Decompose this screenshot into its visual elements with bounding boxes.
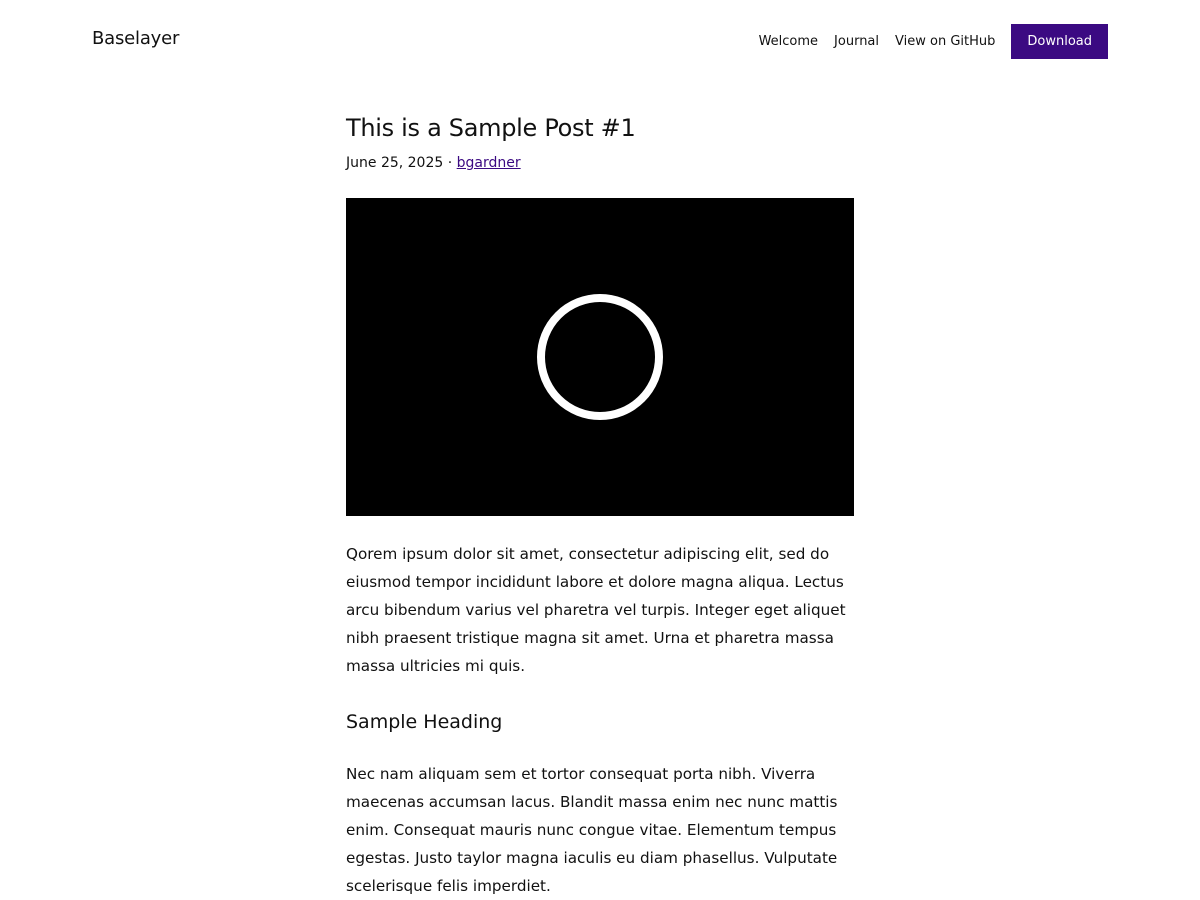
post-title: This is a Sample Post #1 bbox=[346, 114, 636, 142]
nav-journal-link[interactable]: Journal bbox=[834, 34, 880, 49]
featured-image bbox=[346, 198, 854, 516]
download-button[interactable]: Download bbox=[1011, 24, 1108, 59]
section-heading: Sample Heading bbox=[346, 711, 503, 733]
nav-github-link[interactable]: View on GitHub bbox=[895, 34, 996, 49]
post-main bbox=[346, 112, 854, 900]
post-content bbox=[346, 540, 854, 900]
circle-ring-icon bbox=[346, 198, 854, 516]
post-paragraph-2: Nec nam aliquam sem et tortor consequat porta nibh. Viverra maecenas accumsan lacus. Blandit massa enim nec nunc mattis enim. Consequat mauris nunc congue vitae. Elementum tempus egestas. Justo taylor magna iaculis eu diam phasellus. Vulputate scelerisque felis imperdiet. bbox=[346, 765, 838, 895]
post-date: June 25, 2025 bbox=[346, 155, 444, 171]
nav-welcome-link[interactable]: Welcome bbox=[758, 34, 819, 49]
site-title-link[interactable]: Baselayer bbox=[92, 28, 180, 49]
post-meta bbox=[346, 153, 854, 173]
post-paragraph-1: Qorem ipsum dolor sit amet, consectetur adipiscing elit, sed do eiusmod tempor incididunt labore et dolore magna aliqua. Lectus arcu bibendum varius vel pharetra vel turpis. Integer eget aliquet nibh praesent tristique magna sit amet. Urna et pharetra massa massa ultricies mi quis. bbox=[346, 545, 846, 675]
meta-separator: · bbox=[443, 155, 457, 171]
site-header bbox=[0, 0, 1200, 84]
post-author-link[interactable]: bgardner bbox=[456, 155, 521, 171]
primary-nav bbox=[759, 24, 1108, 59]
